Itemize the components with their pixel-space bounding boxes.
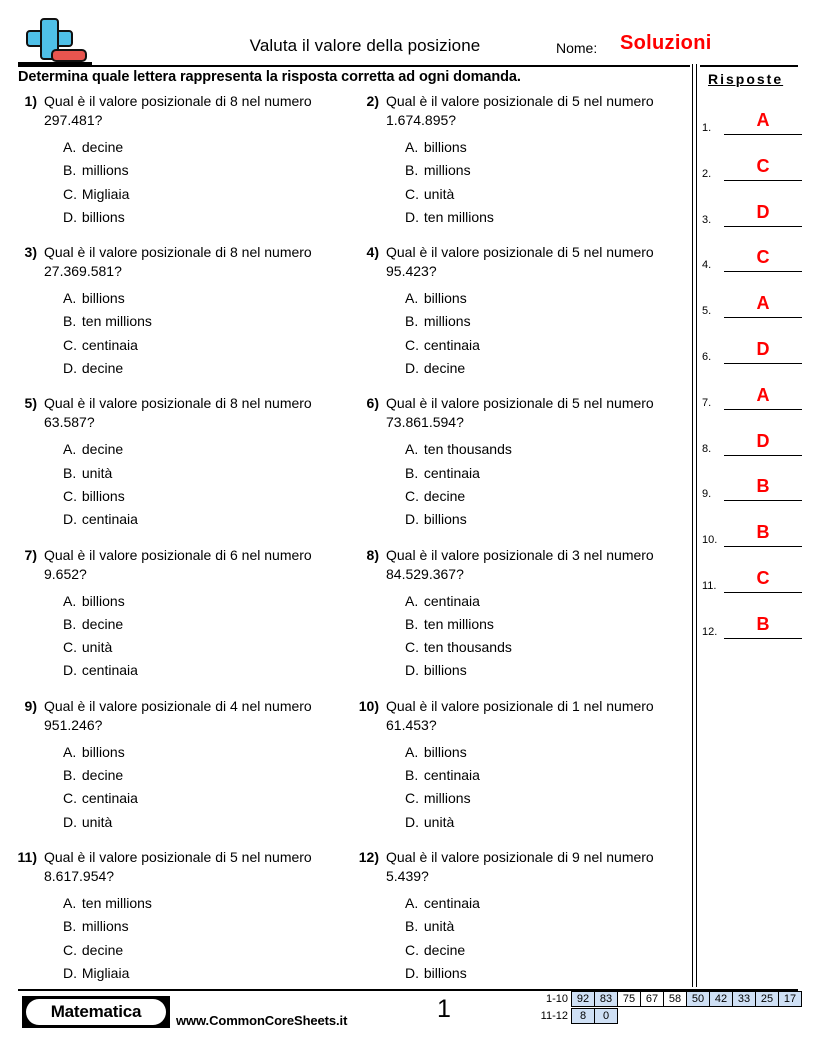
- choice-letter: D.: [405, 964, 419, 981]
- answer-value[interactable]: A: [756, 110, 770, 130]
- choice-option[interactable]: [405, 741, 696, 764]
- choice-list: [14, 741, 354, 834]
- choice-letter: A.: [405, 743, 419, 760]
- score-grid-cell: 67: [640, 991, 664, 1007]
- choice-option[interactable]: [405, 438, 696, 461]
- choice-option[interactable]: [405, 462, 696, 485]
- choice-text: decine: [81, 139, 124, 155]
- answer-blank-line: [724, 455, 802, 456]
- score-grid-cell: 50: [686, 991, 710, 1007]
- question-header: [356, 394, 696, 432]
- choice-text: ten millions: [423, 615, 494, 632]
- answer-blank-line: [724, 500, 802, 501]
- choice-option[interactable]: [63, 787, 354, 810]
- question-item: [356, 697, 696, 834]
- question-item: [356, 92, 696, 229]
- questions-area: [0, 92, 692, 982]
- choice-option[interactable]: [63, 485, 354, 508]
- question-text: Qual è il valore posizionale di 8 nel numero 63.587?: [44, 395, 312, 431]
- choice-letter: A.: [63, 894, 77, 911]
- choice-letter: A.: [405, 441, 419, 458]
- question-item: [14, 546, 354, 683]
- choice-text: billions: [81, 592, 125, 609]
- choice-text: ten millions: [81, 313, 152, 330]
- answer-key-row: [702, 110, 808, 137]
- choice-option[interactable]: [405, 159, 696, 182]
- question-number: 4): [366, 244, 379, 261]
- choice-letter: C.: [63, 487, 77, 504]
- score-grid-cell: 58: [663, 991, 687, 1007]
- choice-list: [14, 892, 354, 985]
- answer-blank-line: [724, 638, 802, 639]
- question-text: Qual è il valore posizionale di 9 nel numero 5.439?: [386, 848, 654, 884]
- answer-blank-line: [724, 180, 802, 181]
- choice-option[interactable]: [405, 636, 696, 659]
- answer-index: 12.: [702, 625, 718, 638]
- answer-key-row: [702, 431, 808, 458]
- question-text: Qual è il valore posizionale di 1 nel numero 61.453?: [386, 697, 654, 733]
- choice-option[interactable]: [405, 206, 696, 229]
- choice-option[interactable]: [63, 462, 354, 485]
- choice-option[interactable]: [63, 659, 354, 682]
- question-item: [14, 243, 354, 380]
- choice-option[interactable]: [405, 939, 696, 962]
- choice-letter: C.: [405, 941, 419, 958]
- choice-option[interactable]: [405, 659, 696, 682]
- question-item: [356, 394, 696, 531]
- choice-text: decine: [81, 360, 124, 377]
- choice-letter: A.: [405, 139, 419, 155]
- answer-blank-line: [724, 317, 802, 318]
- question-text: Qual è il valore posizionale di 8 nel numero 27.369.581?: [44, 244, 312, 280]
- choice-option[interactable]: [405, 811, 696, 834]
- choice-letter: C.: [63, 336, 77, 353]
- answer-index: 11.: [702, 580, 717, 592]
- plus-center-fill: [42, 32, 57, 45]
- question-header: [356, 92, 696, 130]
- answer-index: 9.: [702, 488, 712, 501]
- choice-option[interactable]: [405, 136, 696, 159]
- choice-letter: D.: [63, 964, 77, 981]
- choice-text: decine: [423, 487, 466, 504]
- name-value: Soluzioni: [620, 32, 712, 54]
- question-header: [14, 848, 354, 886]
- choice-list: [14, 136, 354, 229]
- choice-letter: C.: [405, 487, 419, 504]
- choice-text: decine: [423, 941, 466, 958]
- question-number: 9): [24, 697, 37, 714]
- answer-value[interactable]: C: [756, 155, 770, 176]
- choice-text: billions: [81, 208, 125, 225]
- answer-value[interactable]: C: [756, 568, 770, 588]
- choice-letter: D.: [63, 813, 77, 830]
- choice-text: decine: [81, 615, 124, 632]
- choice-letter: A.: [405, 592, 419, 609]
- choice-text: billions: [423, 743, 467, 760]
- question-text: Qual è il valore posizionale di 5 nel numero 1.674.895?: [386, 93, 654, 128]
- website-url: www.CommonCoreSheets.it: [176, 1013, 348, 1028]
- question-number: 11): [17, 848, 37, 865]
- choice-option[interactable]: [405, 508, 696, 531]
- choice-letter: B.: [63, 615, 77, 632]
- answer-key-row: [702, 202, 808, 229]
- answer-key-row: [702, 247, 808, 274]
- score-grid-cell: 42: [709, 991, 733, 1007]
- choice-text: billions: [81, 487, 125, 504]
- choice-option[interactable]: [405, 915, 696, 938]
- answer-blank-line: [724, 546, 802, 547]
- question-header: [356, 546, 696, 584]
- score-grid-cell: 33: [732, 991, 756, 1007]
- choice-letter: C.: [405, 639, 419, 656]
- choice-text: decine: [81, 441, 124, 458]
- question-number: 10): [358, 697, 379, 714]
- choice-option[interactable]: [63, 206, 354, 229]
- question-text: Qual è il valore posizionale di 8 nel numero 297.481?: [44, 93, 312, 128]
- answer-index: 5.: [702, 305, 712, 318]
- question-item: [356, 243, 696, 380]
- page-title: Valuta il valore della posizione: [249, 36, 481, 55]
- answer-key-row: [702, 568, 808, 595]
- choice-text: millions: [81, 918, 129, 935]
- question-header: [14, 243, 354, 281]
- answer-index: 3.: [702, 213, 712, 226]
- answer-index: 1.: [702, 122, 712, 134]
- question-header: [14, 546, 354, 584]
- question-item: [14, 92, 354, 229]
- choice-list: [14, 590, 354, 683]
- choice-option[interactable]: [63, 183, 354, 206]
- score-grid-cell: 75: [617, 991, 641, 1007]
- choice-letter: C.: [63, 185, 77, 202]
- choice-text: unità: [81, 464, 113, 481]
- choice-option[interactable]: [63, 962, 354, 985]
- choice-option[interactable]: [405, 357, 696, 380]
- choice-text: unità: [423, 813, 455, 830]
- choice-option[interactable]: [63, 508, 354, 531]
- choice-text: billions: [423, 511, 467, 528]
- answer-value[interactable]: D: [756, 201, 770, 222]
- choice-text: unità: [81, 639, 113, 656]
- choice-list: [356, 741, 696, 834]
- answer-value[interactable]: A: [756, 384, 770, 405]
- question-text: Qual è il valore posizionale di 6 nel numero 9.652?: [44, 546, 312, 582]
- choice-option[interactable]: [63, 892, 354, 915]
- choice-text: decine: [81, 767, 124, 784]
- choice-letter: B.: [63, 162, 77, 179]
- choice-text: decine: [81, 941, 124, 958]
- question-item: [356, 848, 696, 985]
- choice-letter: B.: [63, 918, 77, 935]
- choice-letter: B.: [405, 313, 419, 330]
- choice-letter: D.: [63, 511, 77, 528]
- question-number: 5): [24, 395, 37, 412]
- choice-option[interactable]: [63, 357, 354, 380]
- choice-letter: B.: [63, 767, 77, 784]
- answer-blank-line: [724, 134, 802, 135]
- answer-key-row: [702, 614, 808, 641]
- red-block-icon: [51, 49, 87, 62]
- choice-letter: A.: [63, 592, 77, 609]
- choice-letter: C.: [405, 790, 419, 807]
- name-label: Nome:: [556, 40, 598, 56]
- choice-text: billions: [81, 290, 125, 307]
- question-header: [14, 92, 354, 130]
- choice-option[interactable]: [63, 915, 354, 938]
- choice-text: centinaia: [81, 511, 138, 528]
- choice-text: Migliaia: [81, 185, 130, 202]
- answer-value[interactable]: C: [756, 247, 770, 268]
- choice-list: [356, 590, 696, 683]
- choice-text: millions: [423, 313, 471, 330]
- question-header: [356, 243, 696, 281]
- answer-index: 8.: [702, 442, 712, 455]
- choice-option[interactable]: [63, 939, 354, 962]
- choice-option[interactable]: [63, 159, 354, 182]
- choice-option[interactable]: [63, 136, 354, 159]
- choice-letter: A.: [63, 290, 77, 307]
- answer-blank-line: [724, 226, 802, 227]
- choice-letter: C.: [63, 639, 77, 656]
- answer-key-row: [702, 339, 808, 366]
- choice-option[interactable]: [405, 287, 696, 310]
- page-header: [0, 0, 816, 66]
- choice-letter: D.: [405, 813, 419, 830]
- choice-option[interactable]: [63, 438, 354, 461]
- choice-letter: D.: [63, 662, 77, 679]
- answer-index: 4.: [702, 259, 712, 272]
- page-number: 1: [437, 995, 451, 1023]
- question-header: [14, 394, 354, 432]
- choice-option[interactable]: [63, 764, 354, 787]
- question-header: [356, 848, 696, 886]
- choice-list: [14, 287, 354, 380]
- choice-letter: A.: [63, 743, 77, 760]
- choice-list: [356, 892, 696, 985]
- answer-index: 2.: [702, 167, 712, 180]
- question-number: 8): [366, 546, 379, 563]
- question-number: 7): [24, 546, 37, 563]
- choice-option[interactable]: [63, 334, 354, 357]
- choice-text: millions: [423, 162, 471, 179]
- question-header: [356, 697, 696, 735]
- score-grid-row: [528, 1008, 802, 1024]
- choice-option[interactable]: [405, 183, 696, 206]
- choice-letter: A.: [405, 290, 419, 307]
- choice-letter: D.: [405, 662, 419, 679]
- score-grid-cell: 0: [594, 1008, 618, 1024]
- question-text: Qual è il valore posizionale di 5 nel numero 73.861.594?: [386, 395, 654, 431]
- question-item: [14, 394, 354, 531]
- choice-letter: B.: [63, 464, 77, 481]
- choice-letter: B.: [63, 313, 77, 330]
- choice-letter: B.: [405, 918, 419, 935]
- choice-list: [356, 287, 696, 380]
- choice-text: decine: [423, 360, 466, 377]
- choice-text: ten thousands: [423, 441, 512, 458]
- choice-text: billions: [423, 139, 467, 155]
- answer-value[interactable]: D: [756, 430, 770, 451]
- header-divider-left: [18, 65, 690, 67]
- question-text: Qual è il valore posizionale di 3 nel numero 84.529.367?: [386, 546, 654, 582]
- choice-text: centinaia: [423, 464, 480, 481]
- answer-value[interactable]: A: [756, 293, 770, 314]
- choice-letter: D.: [405, 360, 419, 377]
- choice-text: ten millions: [81, 894, 152, 911]
- questions-column-left: [14, 92, 354, 999]
- choice-option[interactable]: [405, 962, 696, 985]
- answer-key-row: [702, 385, 808, 412]
- choice-option[interactable]: [63, 590, 354, 613]
- choice-option[interactable]: [405, 485, 696, 508]
- answer-blank-line: [724, 592, 802, 593]
- choice-text: centinaia: [423, 767, 480, 784]
- question-text: Qual è il valore posizionale di 4 nel numero 951.246?: [44, 697, 312, 733]
- score-grid-cell: 92: [571, 991, 595, 1007]
- choice-text: centinaia: [423, 894, 480, 911]
- answer-index: 7.: [702, 396, 712, 409]
- choice-option[interactable]: [405, 590, 696, 613]
- choice-letter: B.: [405, 162, 419, 179]
- question-header: [14, 697, 354, 735]
- choice-letter: C.: [405, 185, 419, 202]
- choice-letter: B.: [405, 615, 419, 632]
- commoncoresheets-plus-logo-icon: [18, 16, 92, 66]
- choice-option[interactable]: [63, 811, 354, 834]
- choice-text: centinaia: [81, 790, 138, 807]
- choice-letter: C.: [63, 790, 77, 807]
- answer-blank-line: [724, 271, 802, 272]
- choice-letter: B.: [405, 767, 419, 784]
- choice-text: billions: [423, 290, 467, 307]
- choice-option[interactable]: [63, 741, 354, 764]
- choice-option[interactable]: [405, 334, 696, 357]
- question-number: 1): [24, 93, 37, 109]
- choice-letter: B.: [405, 464, 419, 481]
- questions-column-right: [356, 92, 696, 999]
- answer-index: 10.: [702, 534, 718, 547]
- question-number: 12): [358, 848, 379, 865]
- choice-list: [14, 438, 354, 531]
- choice-option[interactable]: [405, 892, 696, 915]
- choice-text: unità: [423, 185, 455, 202]
- choice-option[interactable]: [405, 787, 696, 810]
- subject-badge-label: Matematica: [26, 999, 166, 1025]
- choice-option[interactable]: [405, 613, 696, 636]
- choice-text: centinaia: [423, 336, 480, 353]
- score-grid-row: [528, 991, 802, 1007]
- choice-option[interactable]: [63, 613, 354, 636]
- question-item: [14, 848, 354, 985]
- choice-text: unità: [423, 918, 455, 935]
- answer-key-panel: [700, 66, 810, 638]
- choice-letter: A.: [63, 441, 77, 458]
- choice-text: billions: [423, 662, 467, 679]
- choice-letter: C.: [405, 336, 419, 353]
- instructions-text: Determina quale lettera rappresenta la risposta corretta ad ogni domanda.: [18, 69, 521, 85]
- choice-text: billions: [81, 743, 125, 760]
- choice-list: [356, 136, 696, 229]
- question-text: Qual è il valore posizionale di 5 nel numero 95.423?: [386, 244, 654, 280]
- question-number: 6): [366, 395, 379, 412]
- choice-text: millions: [423, 790, 471, 807]
- score-grid-range-label: 1-10: [545, 993, 568, 1005]
- choice-letter: D.: [405, 208, 419, 225]
- choice-option[interactable]: [63, 636, 354, 659]
- answer-key-row: [702, 156, 808, 183]
- choice-letter: A.: [405, 894, 419, 911]
- choice-letter: D.: [63, 360, 77, 377]
- subject-badge: [22, 996, 170, 1028]
- choice-text: millions: [81, 162, 129, 179]
- answer-index: 6.: [702, 351, 712, 363]
- answer-value[interactable]: B: [756, 522, 770, 543]
- answer-key-row: [702, 293, 808, 320]
- score-grid: [528, 991, 802, 1024]
- question-text: Qual è il valore posizionale di 5 nel numero 8.617.954?: [44, 848, 312, 884]
- question-item: [356, 546, 696, 683]
- answer-key-title: Risposte: [708, 71, 784, 87]
- choice-text: centinaia: [81, 336, 138, 353]
- answer-blank-line: [724, 363, 802, 364]
- score-grid-cell: 83: [594, 991, 618, 1007]
- answer-key-row: [702, 476, 808, 503]
- choice-option[interactable]: [63, 287, 354, 310]
- choice-list: [356, 438, 696, 531]
- answer-value[interactable]: D: [756, 339, 770, 359]
- choice-letter: D.: [405, 511, 419, 528]
- question-number: 3): [24, 244, 37, 261]
- choice-text: unità: [81, 813, 113, 830]
- choice-option[interactable]: [405, 764, 696, 787]
- choice-letter: C.: [63, 941, 77, 958]
- choice-letter: D.: [63, 208, 77, 225]
- choice-text: ten thousands: [423, 639, 512, 656]
- choice-text: Migliaia: [81, 964, 130, 981]
- choice-text: ten millions: [423, 208, 494, 225]
- choice-option[interactable]: [405, 310, 696, 333]
- answer-value[interactable]: B: [756, 613, 770, 634]
- choice-text: centinaia: [423, 592, 480, 609]
- choice-option[interactable]: [63, 310, 354, 333]
- choice-text: centinaia: [81, 662, 138, 679]
- score-grid-cell: 8: [571, 1008, 595, 1024]
- choice-letter: A.: [63, 139, 77, 155]
- score-grid-cell: 25: [755, 991, 779, 1007]
- score-grid-range-label: 11-12: [540, 1010, 568, 1022]
- answer-key-row: [702, 522, 808, 549]
- answer-blank-line: [724, 409, 802, 410]
- answer-value[interactable]: B: [756, 476, 770, 497]
- choice-text: billions: [423, 964, 467, 981]
- question-number: 2): [366, 93, 379, 109]
- score-grid-cell: 17: [778, 991, 802, 1007]
- question-item: [14, 697, 354, 834]
